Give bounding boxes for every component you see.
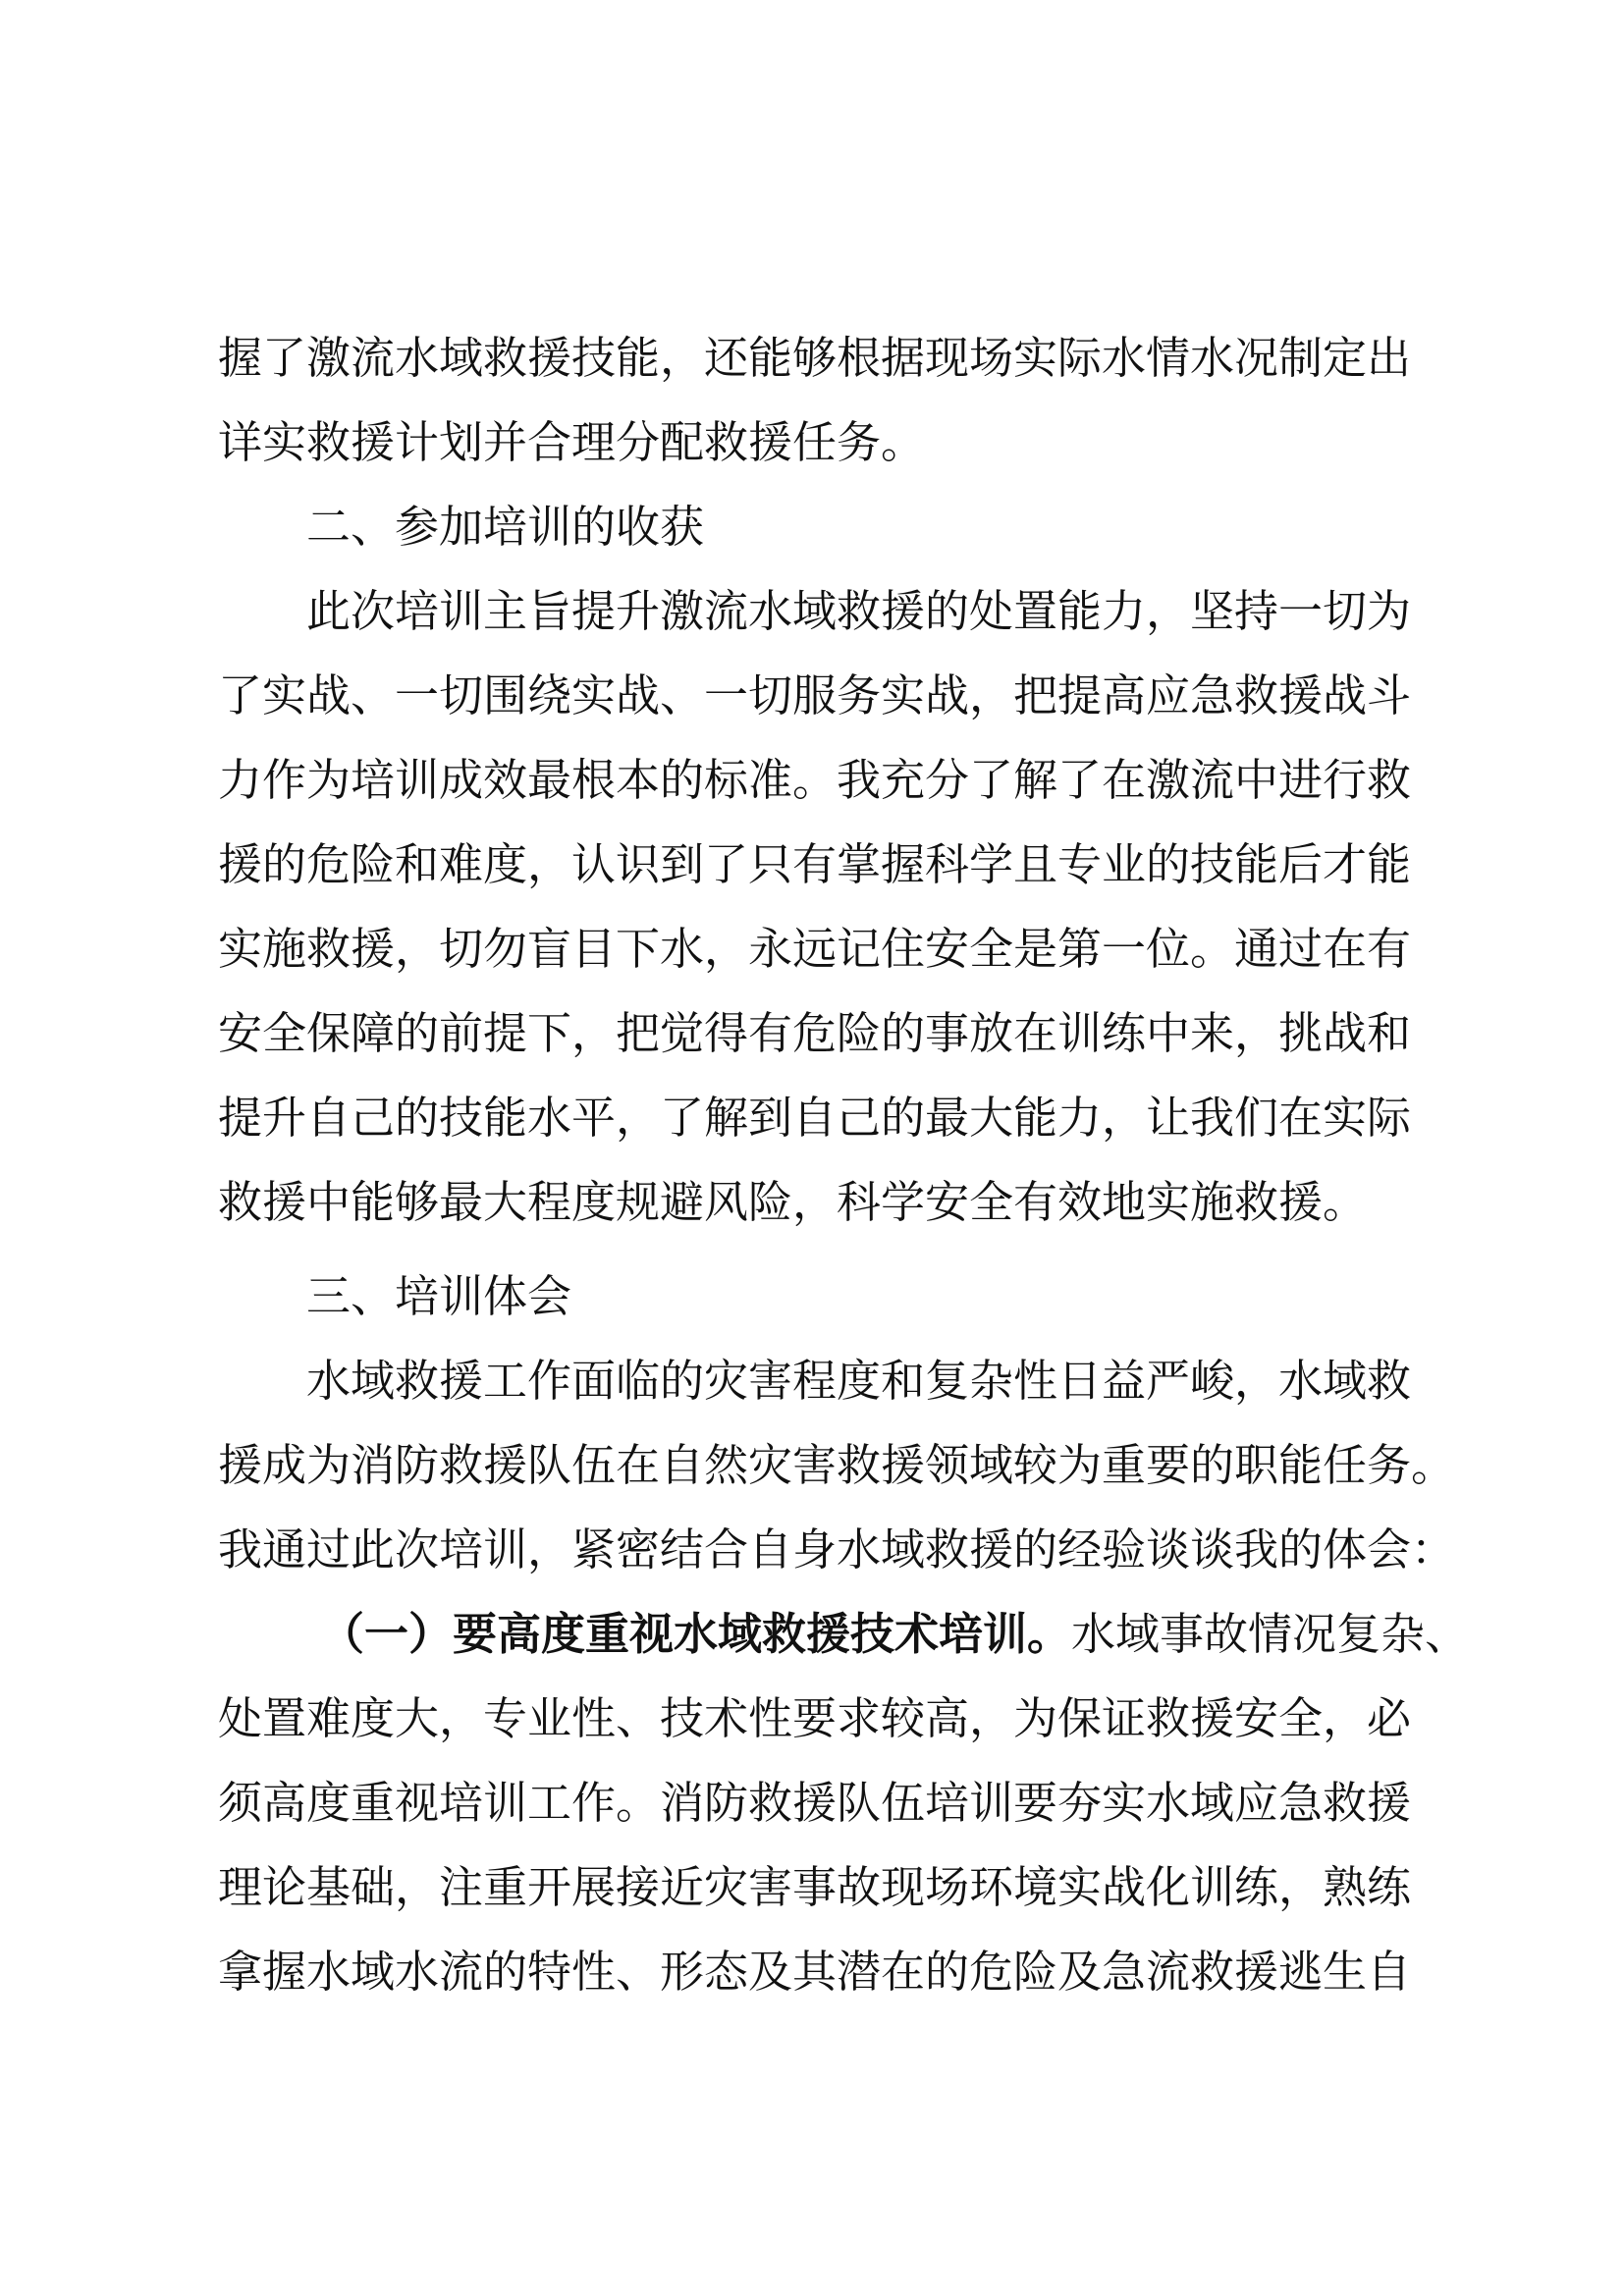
paragraph-line: 提升自己的技能水平，了解到自己的最大能力，让我们在实际 — [218, 1092, 1412, 1144]
paragraph-line: 了实战、一切围绕实战、一切服务实战，把提高应急救援战斗 — [218, 669, 1412, 721]
paragraph-line: 水域救援工作面临的灾害程度和复杂性日益严峻，水域救 — [306, 1355, 1412, 1407]
paragraph-line: 拿握水域水流的特性、形态及其潜在的危险及急流救援逃生自 — [218, 1946, 1412, 1998]
section-heading-2: 二、参加培训的收获 — [306, 501, 705, 553]
subsection-line — [218, 1592, 1485, 1677]
paragraph-line: 安全保障的前提下，把觉得有危险的事放在训练中来，挑战和 — [218, 1007, 1412, 1059]
paragraph-line: 实施救援，切勿盲目下水，永远记住安全是第一位。通过在有 — [218, 923, 1412, 975]
paragraph-line: 须高度重视培训工作。消防救援队伍培训要夯实水域应急救援 — [218, 1777, 1412, 1829]
section-heading-3: 三、培训体会 — [306, 1270, 572, 1322]
paragraph-line: 力作为培训成效最根本的标准。我充分了解了在激流中进行救 — [218, 754, 1412, 806]
paragraph-line: 详实救援计划并合理分配救援任务。 — [218, 416, 926, 468]
paragraph-line: 救援中能够最大程度规避风险，科学安全有效地实施救援。 — [218, 1176, 1368, 1228]
paragraph-line: 处置难度大，专业性、技术性要求较高，为保证救援安全，必 — [218, 1692, 1412, 1744]
paragraph-line: 我通过此次培训，紧密结合自身水域救援的经验谈谈我的体会： — [218, 1523, 1456, 1575]
paragraph-line: 此次培训主旨提升激流水域救援的处置能力，坚持一切为 — [306, 585, 1412, 637]
paragraph-line: 援的危险和难度，认识到了只有掌握科学且专业的技能后才能 — [218, 838, 1412, 890]
subsection-heading-1: （一）要高度重视水域救援技术培训。 — [320, 1608, 1072, 1660]
document-page — [218, 316, 1485, 2014]
subsection-text: 水域事故情况复杂、 — [1071, 1608, 1470, 1660]
paragraph-line: 握了激流水域救援技能，还能够根据现场实际水情水况制定出 — [218, 332, 1412, 384]
paragraph-line: 援成为消防救援队伍在自然灾害救援领域较为重要的职能任务。 — [218, 1439, 1456, 1491]
paragraph-line: 理论基础，注重开展接近灾害事故现场环境实战化训练，熟练 — [218, 1861, 1412, 1913]
